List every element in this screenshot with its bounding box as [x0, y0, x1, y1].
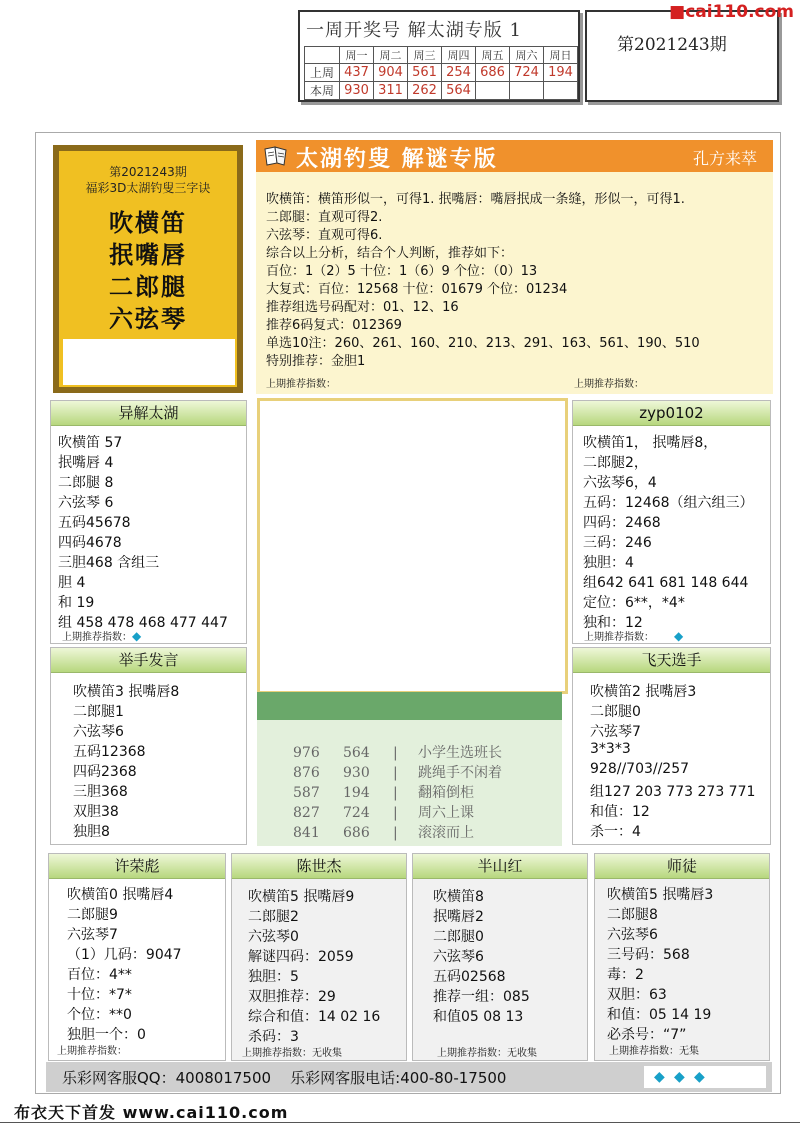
panel-line: 六弦琴0 — [248, 929, 299, 945]
panel-zyp — [572, 400, 771, 644]
day-label: 周四 — [442, 47, 476, 64]
draw-value: 724 — [510, 64, 544, 82]
panel-banshan — [412, 853, 588, 1061]
panel-line: 928//703//257 — [590, 761, 690, 777]
panel-title: 飞天选手 — [573, 648, 770, 673]
history-list — [257, 720, 562, 846]
special-banner — [256, 140, 773, 172]
panel-line: 毒：2 — [607, 967, 644, 983]
history-item: 827 724 | 周六上课 — [293, 805, 474, 821]
panel-line: 组 458 478 468 477 447 — [58, 615, 228, 631]
draw-value: 254 — [442, 64, 476, 82]
diamond-icon: ◆ — [654, 1069, 665, 1085]
panel-line: 必杀号：“7” — [607, 1027, 687, 1043]
panel-line: 六弦琴7 — [67, 927, 118, 943]
panel-line: 四码4678 — [58, 535, 122, 551]
panel-line: 胆 4 — [58, 575, 86, 591]
panel-line: 独和：12 — [583, 615, 643, 631]
last-rating-label: 上期推荐指数：无集 — [609, 1046, 699, 1057]
panel-line: 五码12368 — [73, 744, 146, 760]
panel-line: 定位：6**，*4* — [583, 595, 685, 611]
riddle-line: 六弦琴 — [109, 304, 187, 333]
weekly-draw-table — [304, 46, 578, 100]
day-label: 周一 — [340, 47, 374, 64]
last-rating-label: 上期推荐指数： — [266, 379, 336, 390]
draw-value — [476, 82, 510, 100]
analysis-panel — [256, 172, 773, 394]
panel-line: 双胆38 — [73, 804, 119, 820]
history-item: 587 194 | 翻箱倒柜 — [293, 785, 474, 801]
panel-line: 十位：*7* — [67, 987, 132, 1003]
panel-line: 独胆8 — [73, 824, 110, 840]
draw-value: 437 — [340, 64, 374, 82]
analysis-line: 特别推荐：金胆1 — [266, 354, 366, 369]
history-item: 876 930 | 跳绳手不闲着 — [293, 765, 502, 781]
riddle-blank-area — [63, 339, 235, 385]
weekly-draw-table-box — [298, 10, 580, 102]
panel-line: 三号码：568 — [607, 947, 690, 963]
analysis-line: 大复式：百位：12568 十位：01679 个位：01234 — [266, 282, 568, 297]
draw-value: 564 — [442, 82, 476, 100]
panel-line: 吹横笛2 抿嘴唇3 — [590, 684, 697, 700]
history-item: 976 564 | 小学生选班长 — [293, 745, 502, 761]
analysis-line: 推荐6码复式：012369 — [266, 318, 402, 333]
day-label: 周三 — [408, 47, 442, 64]
panel-line: 吹横笛0 抿嘴唇4 — [67, 887, 174, 903]
analysis-line: 二郎腿：直观可得2. — [266, 210, 383, 225]
panel-line: 五码45678 — [58, 515, 131, 531]
panel-line: 五码：12468（组六组三） — [583, 495, 754, 511]
panel-shitu — [594, 853, 770, 1061]
panel-title: 许荣彪 — [49, 854, 225, 879]
panel-line: 抿嘴唇 4 — [58, 455, 114, 471]
analysis-line: 推荐组选号码配对：01、12、16 — [266, 300, 459, 315]
panel-line: 二郎腿9 — [67, 907, 118, 923]
panel-line: 六弦琴7 — [590, 724, 641, 740]
panel-line: 杀一：4 — [590, 824, 641, 840]
diamond-icon: ◆ — [674, 629, 684, 643]
panel-line: 四码2368 — [73, 764, 137, 780]
panel-line: 二郎腿2 — [248, 909, 299, 925]
panel-line: 和值：05 14 19 — [607, 1007, 712, 1023]
table-row — [305, 64, 578, 82]
draw-value: 262 — [408, 82, 442, 100]
table-row — [305, 82, 578, 100]
panel-line: 五码02568 — [433, 969, 506, 985]
history-header-bar — [257, 692, 562, 720]
panel-line: 独胆一个：0 — [67, 1027, 146, 1043]
panel-line: 吹横笛 57 — [58, 435, 123, 451]
last-rating-label: 上期推荐指数：无收集 — [242, 1048, 342, 1059]
day-label: 周二 — [374, 47, 408, 64]
diamond-icon: ◆ — [694, 1069, 705, 1085]
panel-chen — [231, 853, 407, 1061]
riddle-subtitle: 福彩3D太湖钓叟三字诀 — [85, 181, 211, 195]
book-icon — [264, 146, 288, 166]
draw-value: 311 — [374, 82, 408, 100]
banner-title: 太湖钓叟 解谜专版 — [296, 146, 498, 172]
panel-title: zyp0102 — [573, 401, 770, 426]
panel-line: 六弦琴6 — [73, 724, 124, 740]
panel-line: 二郎腿0 — [433, 929, 484, 945]
issue-box — [585, 10, 779, 102]
panel-line: 组127 203 773 273 771 — [590, 784, 756, 800]
analysis-line: 百位：1（2）5 十位：1（6）9 个位：（0）13 — [266, 264, 538, 279]
riddle-line: 吹横笛 — [109, 208, 187, 237]
panel-line: 个位：**0 — [67, 1007, 132, 1023]
riddle-line: 二郎腿 — [109, 272, 187, 301]
panel-jushou — [50, 647, 247, 845]
panel-line: 吹横笛1， 抿嘴唇8， — [583, 435, 718, 451]
panel-line: 三胆368 — [73, 784, 128, 800]
panel-line: 六弦琴6，4 — [583, 475, 657, 491]
panel-line: 综合和值：14 02 16 — [248, 1009, 381, 1025]
panel-line: 二郎腿1 — [73, 704, 124, 720]
panel-title: 异解太湖 — [51, 401, 246, 426]
banner-author: 孔方来萃 — [692, 149, 757, 168]
row-label: 本周 — [305, 82, 340, 100]
panel-line: 二郎腿0 — [590, 704, 641, 720]
panel-line: 二郎腿2， — [583, 455, 648, 471]
panel-title: 半山红 — [413, 854, 587, 879]
panel-line: 二郎腿 8 — [58, 475, 114, 491]
panel-line: 独胆：4 — [583, 555, 634, 571]
footer-slogan: 布衣天下首发 www.cai110.com — [14, 1103, 289, 1122]
panel-line: 双胆推荐：29 — [248, 989, 336, 1005]
contact-bar — [46, 1062, 772, 1092]
panel-line: 吹横笛5 抿嘴唇3 — [607, 887, 714, 903]
draw-value — [510, 82, 544, 100]
analysis-line: 六弦琴：直观可得6. — [266, 228, 383, 243]
analysis-line: 综合以上分析，结合个人判断，推荐如下： — [266, 246, 514, 261]
day-label: 周六 — [510, 47, 544, 64]
issue-number: 第2021243期 — [617, 35, 727, 55]
panel-line: 吹横笛3 抿嘴唇8 — [73, 684, 180, 700]
draw-value: 686 — [476, 64, 510, 82]
panel-feitian — [572, 647, 771, 845]
day-label: 周日 — [544, 47, 578, 64]
riddle-line: 抿嘴唇 — [109, 240, 187, 269]
analysis-line: 单选10注：260、261、160、210、213、291、163、561、190、510 — [266, 336, 700, 351]
panel-line: 三码：246 — [583, 535, 652, 551]
panel-line: 抿嘴唇2 — [433, 909, 484, 925]
panel-title: 举手发言 — [51, 648, 246, 673]
panel-line: 双胆：63 — [607, 987, 667, 1003]
site-logo: ■cai110.com — [669, 2, 794, 22]
draw-value: 561 — [408, 64, 442, 82]
panel-line: 3*3*3 — [590, 741, 631, 757]
panel-line: 四码：2468 — [583, 515, 661, 531]
contact-phone: 乐彩网客服电话:400-80-17500 — [290, 1069, 507, 1087]
panel-title: 陈世杰 — [232, 854, 406, 879]
panel-line: 和值：12 — [590, 804, 650, 820]
contact-qq: 乐彩网客服QQ：4008017500 乐彩网客服电话:400-80-17500 — [62, 1069, 507, 1087]
panel-line: 推荐一组：085 — [433, 989, 530, 1005]
panel-line: 组642 641 681 148 644 — [583, 575, 749, 591]
last-rating — [62, 628, 141, 643]
riddle-card — [59, 151, 237, 387]
rating-box — [644, 1066, 766, 1088]
draw-value: 194 — [544, 64, 578, 82]
panel-line: 吹横笛5 抿嘴唇9 — [248, 889, 355, 905]
panel-line: 三胆468 含组三 — [58, 555, 160, 571]
draw-value: 930 — [340, 82, 374, 100]
panel-line: 六弦琴6 — [433, 949, 484, 965]
divider — [0, 1122, 800, 1123]
panel-line: 和 19 — [58, 595, 95, 611]
panel-line: 独胆：5 — [248, 969, 299, 985]
panel-line: 六弦琴 6 — [58, 495, 114, 511]
last-rating-label: 上期推荐指数：无收集 — [437, 1048, 537, 1059]
site-name: cai110.com — [685, 2, 794, 22]
last-rating-label: 上期推荐指数： — [62, 632, 132, 643]
history-item: 841 686 | 滚滚而上 — [293, 825, 474, 841]
analysis-line: 吹横笛：横笛形似一，可得1. 抿嘴唇：嘴唇抿成一条缝，形似一，可得1. — [266, 192, 685, 207]
day-label: 周五 — [476, 47, 510, 64]
draw-value — [544, 82, 578, 100]
last-rating-label: 上期推荐指数： — [57, 1046, 127, 1057]
header-title: 一周开奖号 解太湖专版 1 — [306, 20, 522, 41]
row-label: 上周 — [305, 64, 340, 82]
panel-line: 杀码：3 — [248, 1029, 299, 1045]
diamond-icon: ◆ — [674, 1069, 685, 1085]
panel-line: 和值05 08 13 — [433, 1009, 524, 1025]
draw-value: 904 — [374, 64, 408, 82]
diamond-icon: ◆ — [132, 629, 142, 643]
panel-line: 二郎腿8 — [607, 907, 658, 923]
panel-line: 解谜四码：2059 — [248, 949, 354, 965]
center-image-area — [257, 398, 568, 694]
last-rating-label: 上期推荐指数： — [574, 379, 644, 390]
panel-line: 百位：4** — [67, 967, 132, 983]
last-rating — [584, 628, 683, 643]
panel-line: 六弦琴6 — [607, 927, 658, 943]
panel-xu — [48, 853, 226, 1061]
panel-line: 吹横笛8 — [433, 889, 484, 905]
panel-title: 师徒 — [595, 854, 769, 879]
riddle-issue: 第2021243期 — [109, 165, 187, 179]
panel-line: （1）几码：9047 — [67, 947, 182, 963]
panel-yijie — [50, 400, 247, 644]
last-rating-label: 上期推荐指数： — [584, 632, 654, 643]
